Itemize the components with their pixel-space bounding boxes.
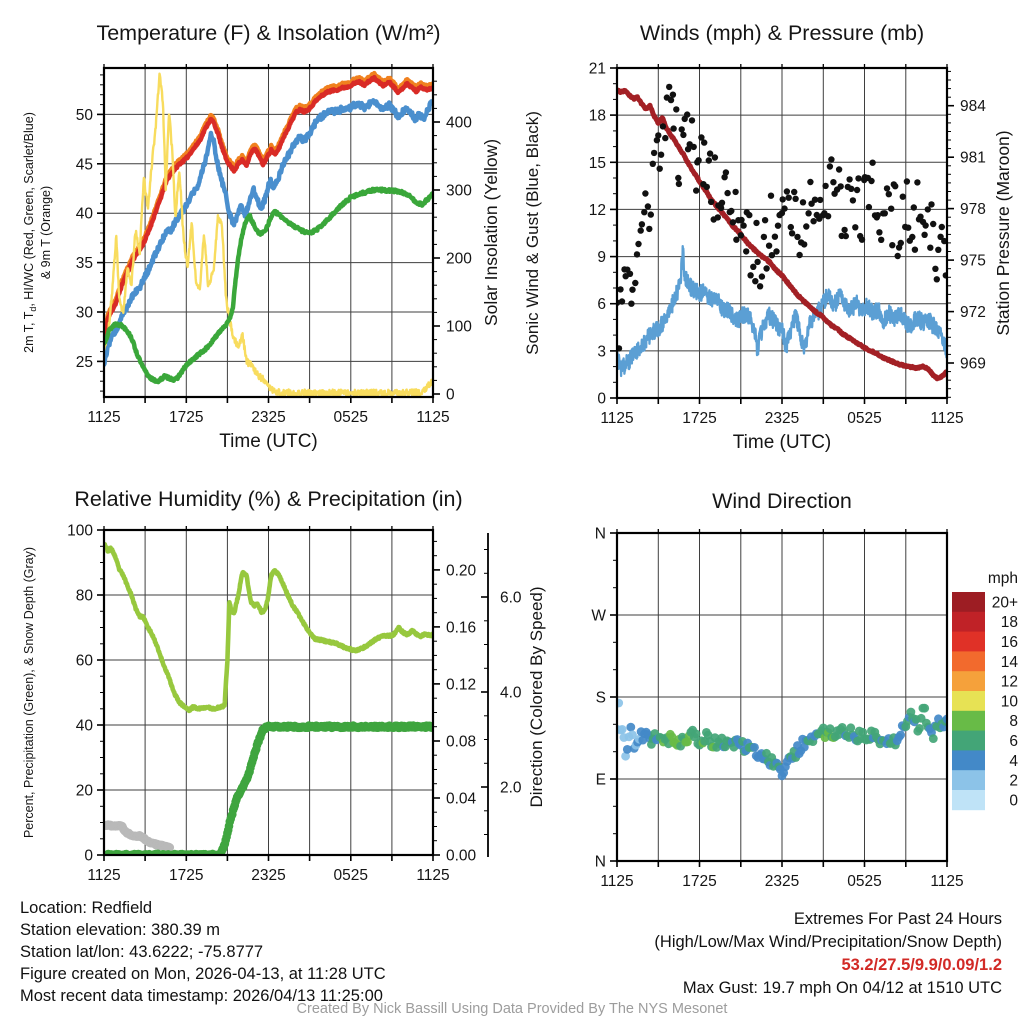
extremes-info <box>654 908 1002 1000</box>
svg-text:21: 21 <box>588 60 606 78</box>
svg-text:E: E <box>595 771 606 789</box>
svg-text:Wind Direction: Wind Direction <box>712 489 852 513</box>
svg-text:N: N <box>594 525 606 543</box>
svg-text:1725: 1725 <box>682 873 717 890</box>
svg-text:Sonic Wind & Gust (Blue, Black: Sonic Wind & Gust (Blue, Black) <box>523 111 542 355</box>
svg-text:30: 30 <box>75 304 93 322</box>
svg-text:972: 972 <box>960 304 986 322</box>
svg-text:20: 20 <box>75 782 93 800</box>
svg-text:300: 300 <box>446 182 472 200</box>
extremes-values: 53.2/27.5/9.9/0.09/1.2 <box>841 956 1002 974</box>
svg-text:1125: 1125 <box>87 409 121 426</box>
credit-line: Created By Nick Bassill Using Data Provided By The NYS Mesonet <box>296 1001 728 1017</box>
chart-humidity-precipitation <box>0 470 560 940</box>
svg-text:978: 978 <box>960 201 986 219</box>
svg-text:2325: 2325 <box>764 873 800 890</box>
chart-winds-pressure <box>512 0 1024 470</box>
svg-text:2325: 2325 <box>251 867 286 884</box>
svg-text:981: 981 <box>960 149 986 167</box>
svg-text:0.00: 0.00 <box>446 847 477 865</box>
svg-text:1125: 1125 <box>930 873 964 890</box>
svg-text:Percent, Precipitation (Green): Percent, Precipitation (Green), & Snow Depth (Gray) <box>22 546 36 839</box>
svg-text:0.16: 0.16 <box>446 619 477 637</box>
temperature-insolation-svg <box>0 0 512 470</box>
svg-text:16: 16 <box>1000 634 1018 651</box>
wind-direction-svg <box>512 470 1024 940</box>
svg-text:20+: 20+ <box>991 594 1018 612</box>
svg-text:1125: 1125 <box>416 867 450 884</box>
svg-text:0525: 0525 <box>333 867 368 884</box>
svg-text:3: 3 <box>597 343 606 361</box>
station-location: Location: Redfield <box>20 899 153 917</box>
svg-text:4: 4 <box>1009 752 1018 770</box>
svg-text:0: 0 <box>1009 792 1018 810</box>
svg-text:0.04: 0.04 <box>446 790 477 808</box>
svg-text:0: 0 <box>84 847 93 865</box>
svg-text:100: 100 <box>67 522 93 540</box>
svg-text:10: 10 <box>1000 693 1018 711</box>
svg-text:0.20: 0.20 <box>446 562 477 580</box>
svg-text:Station Pressure (Maroon): Station Pressure (Maroon) <box>993 130 1013 336</box>
svg-text:80: 80 <box>75 587 93 605</box>
svg-text:12: 12 <box>588 201 606 219</box>
station-latlon: Station lat/lon: 43.6222; -75.8777 <box>20 943 264 961</box>
svg-text:60: 60 <box>75 652 93 670</box>
svg-text:2325: 2325 <box>764 410 800 427</box>
svg-text:200: 200 <box>446 250 472 268</box>
humidity-precipitation-svg <box>0 470 560 940</box>
svg-text:0525: 0525 <box>333 409 368 426</box>
svg-text:975: 975 <box>960 252 986 270</box>
svg-text:14: 14 <box>1000 653 1018 671</box>
svg-text:0: 0 <box>446 386 455 404</box>
svg-text:1125: 1125 <box>930 410 964 427</box>
svg-text:9: 9 <box>597 249 606 267</box>
chart-temperature-insolation <box>0 0 512 470</box>
svg-text:N: N <box>594 853 606 871</box>
svg-text:40: 40 <box>75 205 93 223</box>
svg-text:984: 984 <box>960 98 986 116</box>
svg-text:8: 8 <box>1009 713 1018 731</box>
svg-text:6: 6 <box>1009 733 1018 750</box>
chart-wind-direction <box>512 470 1024 940</box>
svg-text:18: 18 <box>588 107 606 125</box>
svg-text:0.08: 0.08 <box>446 733 477 751</box>
svg-text:W: W <box>591 607 606 625</box>
svg-text:Winds (mph) & Pressure (mb): Winds (mph) & Pressure (mb) <box>639 21 925 45</box>
svg-text:S: S <box>595 689 606 707</box>
svg-text:1125: 1125 <box>416 409 450 426</box>
svg-text:6: 6 <box>597 296 606 314</box>
svg-text:& 9m T (Orange): & 9m T (Orange) <box>39 185 53 280</box>
svg-text:0525: 0525 <box>847 410 882 427</box>
extremes-title: Extremes For Past 24 Hours <box>793 910 1002 928</box>
svg-text:35: 35 <box>75 255 93 273</box>
figure-created: Figure created on Mon, 2026-04-13, at 11:28 UTC <box>20 965 386 983</box>
svg-text:1125: 1125 <box>600 873 634 890</box>
svg-text:1725: 1725 <box>682 410 717 427</box>
svg-text:1125: 1125 <box>87 867 121 884</box>
svg-text:400: 400 <box>446 114 472 132</box>
svg-text:18: 18 <box>1000 614 1018 632</box>
svg-text:Relative Humidity (%) & Precip: Relative Humidity (%) & Precipitation (in) <box>74 487 463 511</box>
svg-text:2325: 2325 <box>251 409 286 426</box>
svg-text:0525: 0525 <box>847 873 882 890</box>
svg-text:1125: 1125 <box>600 410 634 427</box>
svg-text:25: 25 <box>75 353 93 371</box>
max-gust: Max Gust: 19.7 mph On 04/12 at 1510 UTC <box>682 979 1002 997</box>
svg-text:4.0: 4.0 <box>500 684 522 702</box>
svg-text:Time (UTC): Time (UTC) <box>732 432 832 453</box>
svg-text:12: 12 <box>1000 673 1018 691</box>
extremes-subtitle: (High/Low/Max Wind/Precipitation/Snow Depth) <box>654 933 1002 951</box>
svg-text:Solar Insolation (Yellow): Solar Insolation (Yellow) <box>481 138 501 327</box>
svg-text:2.0: 2.0 <box>500 779 522 797</box>
station-elevation: Station elevation: 380.39 m <box>20 921 220 939</box>
svg-text:6.0: 6.0 <box>500 589 522 607</box>
svg-text:Time (UTC): Time (UTC) <box>219 431 318 452</box>
svg-text:100: 100 <box>446 318 472 336</box>
svg-text:2m T, Td, HI/WC (Red, Green, S: 2m T, $T_d$, HI/WC (Red, Green, Scarlet/Blue) <box>22 112 38 353</box>
winds-pressure-svg <box>512 0 1024 470</box>
station-info <box>20 897 386 1007</box>
svg-text:45: 45 <box>75 156 93 174</box>
svg-text:Direction (Colored By Speed): Direction (Colored By Speed) <box>527 586 546 808</box>
svg-text:mph: mph <box>987 570 1018 587</box>
svg-text:40: 40 <box>75 717 93 735</box>
svg-text:969: 969 <box>960 355 986 373</box>
svg-text:1725: 1725 <box>169 867 204 884</box>
svg-text:15: 15 <box>588 154 606 172</box>
svg-text:0.12: 0.12 <box>446 676 477 694</box>
svg-text:50: 50 <box>75 106 93 124</box>
svg-text:0: 0 <box>597 390 606 408</box>
svg-text:Temperature (F) & Insolation (: Temperature (F) & Insolation (W/m²) <box>96 21 441 45</box>
svg-text:2: 2 <box>1009 772 1018 790</box>
svg-text:1725: 1725 <box>169 409 204 426</box>
data-timestamp: Most recent data timestamp: 2026/04/13 11:25:00 <box>20 987 383 1005</box>
